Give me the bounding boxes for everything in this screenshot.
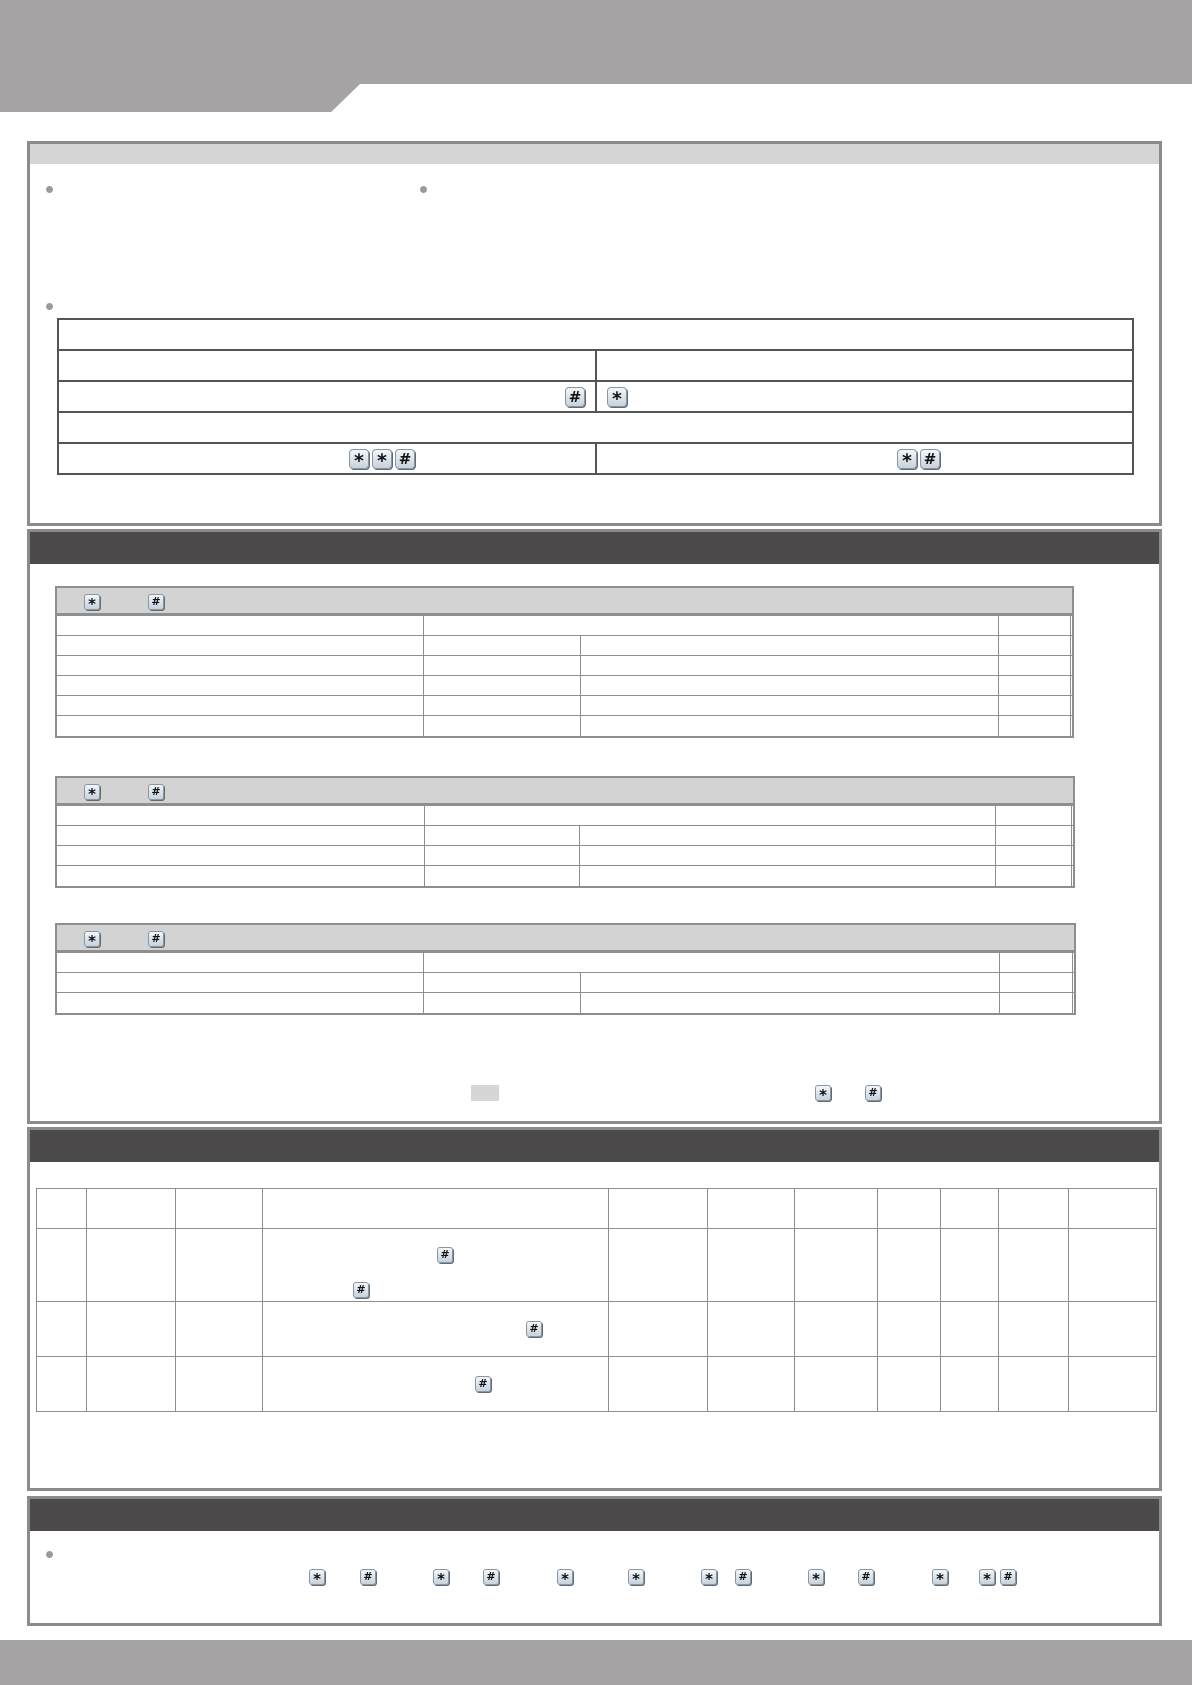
star-key-icon: *: [349, 449, 369, 469]
table-cell: [596, 443, 1133, 474]
table-row: [57, 696, 1072, 716]
top-banner: [0, 0, 1192, 84]
hash-key-icon: #: [148, 594, 164, 610]
data-table: [57, 805, 1073, 886]
table-row: [58, 319, 1133, 350]
section-header: [30, 1130, 1159, 1162]
table-row: [57, 826, 1073, 846]
star-key-icon: *: [84, 784, 100, 800]
star-key-icon: *: [979, 1569, 995, 1585]
hash-key-icon: #: [148, 931, 164, 947]
hash-key-icon: #: [360, 1569, 376, 1585]
table-cell: [58, 381, 596, 412]
section-header: [30, 1499, 1159, 1531]
key-combination-table: [57, 318, 1134, 475]
star-key-icon: *: [433, 1569, 449, 1585]
hash-key-icon: #: [865, 1085, 881, 1101]
key-function-table: [55, 776, 1075, 888]
section-general-info: [27, 141, 1162, 526]
table-header: [57, 588, 1072, 615]
table-row: [57, 866, 1073, 886]
star-key-icon: *: [557, 1569, 573, 1585]
key-function-table: [55, 923, 1076, 1015]
bullet-icon: [46, 303, 53, 310]
hash-key-icon: #: [1000, 1569, 1016, 1585]
hash-key-icon: #: [858, 1569, 874, 1585]
star-key-icon: *: [815, 1085, 831, 1101]
key-function-table: [55, 586, 1074, 738]
table-row: [57, 953, 1074, 973]
table-header: [57, 925, 1074, 952]
data-table: [57, 952, 1074, 1013]
star-key-icon: *: [932, 1569, 948, 1585]
table-row: [57, 806, 1073, 826]
table-cell: [58, 443, 596, 474]
hash-key-icon: #: [437, 1247, 453, 1263]
spec-table: [36, 1188, 1157, 1412]
table-row: [57, 993, 1074, 1013]
hash-key-icon: #: [565, 387, 585, 407]
table-row: [57, 716, 1072, 736]
table-header: [57, 778, 1073, 805]
bullet-icon: [46, 186, 53, 193]
table-cell: [58, 350, 596, 381]
table-cell: [596, 381, 1133, 412]
table-row: [37, 1302, 1157, 1357]
table-row: [57, 846, 1073, 866]
hash-key-icon: #: [920, 449, 940, 469]
section-header: [30, 532, 1159, 564]
table-row: [58, 412, 1133, 443]
data-table: [57, 615, 1072, 736]
star-key-icon: *: [897, 449, 917, 469]
section-key-tables: [27, 529, 1162, 1124]
star-key-icon: *: [309, 1569, 325, 1585]
section-header: [30, 144, 1159, 164]
star-key-icon: *: [701, 1569, 717, 1585]
section-specifications: [27, 1127, 1162, 1491]
table-row: [57, 676, 1072, 696]
table-row: [57, 636, 1072, 656]
highlight-swatch: [471, 1085, 499, 1101]
table-row: [37, 1189, 1157, 1229]
hash-key-icon: #: [353, 1282, 369, 1298]
bullet-icon: [420, 186, 427, 193]
table-row: [37, 1357, 1157, 1412]
header-tab: [0, 84, 360, 112]
footer-bar: [0, 1640, 1192, 1685]
hash-key-icon: #: [148, 784, 164, 800]
table-row: [57, 656, 1072, 676]
table-row: [37, 1229, 1157, 1302]
hash-key-icon: #: [526, 1321, 542, 1337]
hash-key-icon: #: [395, 449, 415, 469]
star-key-icon: *: [607, 387, 627, 407]
star-key-icon: *: [628, 1569, 644, 1585]
star-key-icon: *: [808, 1569, 824, 1585]
hash-key-icon: #: [475, 1376, 491, 1392]
section-key-sequence: [27, 1496, 1162, 1626]
table-row: [57, 616, 1072, 636]
bullet-icon: [46, 1551, 53, 1558]
star-key-icon: *: [84, 594, 100, 610]
table-cell: [596, 350, 1133, 381]
star-key-icon: *: [84, 931, 100, 947]
table-row: [57, 973, 1074, 993]
star-key-icon: *: [372, 449, 392, 469]
hash-key-icon: #: [735, 1569, 751, 1585]
hash-key-icon: #: [483, 1569, 499, 1585]
